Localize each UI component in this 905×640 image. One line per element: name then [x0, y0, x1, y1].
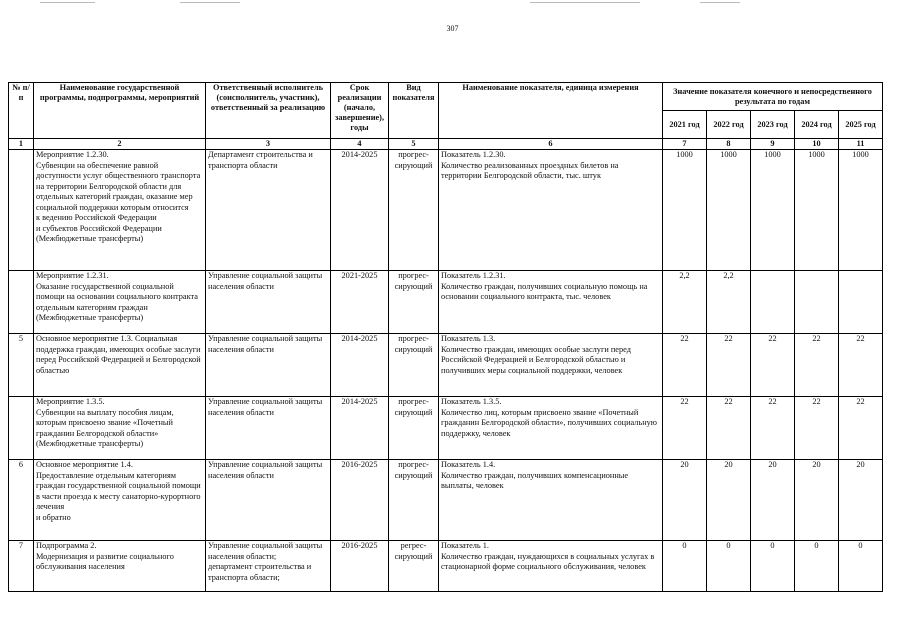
- header-indicator-name: Наименование показателя, единица измерения: [439, 83, 663, 139]
- top-edge-line: [700, 2, 740, 3]
- table-row: [9, 397, 883, 460]
- row-number: [9, 397, 34, 460]
- indicator-value: 22: [707, 334, 751, 397]
- column-number: 5: [389, 139, 439, 150]
- indicator-value: 2,2: [663, 271, 707, 334]
- table-row: [9, 150, 883, 271]
- top-edge-line: [180, 2, 240, 3]
- indicator-value: 22: [751, 334, 795, 397]
- indicator-value: 20: [751, 460, 795, 541]
- indicator-type: прогрес- сирующий: [389, 334, 439, 397]
- row-number: [9, 150, 34, 271]
- indicator-value: 22: [795, 334, 839, 397]
- column-number: 6: [439, 139, 663, 150]
- indicator-value: [751, 271, 795, 334]
- column-number: 4: [331, 139, 389, 150]
- row-number: [9, 271, 34, 334]
- table-row: [9, 271, 883, 334]
- column-number: 2: [34, 139, 206, 150]
- indicator-name: Показатель 1.2.31. Количество граждан, получивших социальную помощь на основании социального контракта, тыс. человек: [439, 271, 663, 334]
- responsible-executor: Управление социальной защиты населения области: [206, 460, 331, 541]
- header-term: Срок реализации (начало, завершение), годы: [331, 83, 389, 139]
- implementation-term: 2016-2025: [331, 460, 389, 541]
- responsible-executor: Управление социальной защиты населения области: [206, 334, 331, 397]
- indicator-value: 20: [707, 460, 751, 541]
- indicator-value: 0: [795, 541, 839, 592]
- column-number: 9: [751, 139, 795, 150]
- table-row: [9, 541, 883, 592]
- row-number: 5: [9, 334, 34, 397]
- column-number: 3: [206, 139, 331, 150]
- indicator-value: 1000: [707, 150, 751, 271]
- header-year: 2024 год: [795, 111, 839, 139]
- indicator-value: 1000: [751, 150, 795, 271]
- indicator-value: 0: [751, 541, 795, 592]
- header-year: 2023 год: [751, 111, 795, 139]
- implementation-term: 2014-2025: [331, 150, 389, 271]
- indicator-name: Показатель 1. Количество граждан, нуждающихся в социальных услугах в стационарной форме социального обслуживания, человек: [439, 541, 663, 592]
- indicator-type: прогрес- сирующий: [389, 460, 439, 541]
- implementation-term: 2021-2025: [331, 271, 389, 334]
- column-number: 10: [795, 139, 839, 150]
- header-year: 2025 год: [839, 111, 883, 139]
- activity-name: Мероприятие 1.2.30. Субвенции на обеспечение равной доступности услуг общественного транспорта на территории Белгородской области для отдельных категорий граждан, оказание мер социальной поддержки которым относится к ведению Российской Федерации и субъектов Российской Федерации (Межбюджетные трансферты): [34, 150, 206, 271]
- indicator-value: 0: [839, 541, 883, 592]
- indicator-name: Показатель 1.3. Количество граждан, имеющих особые заслуги перед Российской Федерацией и Белгородской областью и получивших меры социальной поддержки, человек: [439, 334, 663, 397]
- indicator-value: 2,2: [707, 271, 751, 334]
- column-number: 7: [663, 139, 707, 150]
- top-edge-line: [530, 2, 640, 3]
- implementation-term: 2016-2025: [331, 541, 389, 592]
- row-number: 7: [9, 541, 34, 592]
- activity-name: Мероприятие 1.3.5. Субвенции на выплату пособия лицам, которым присвоено звание «Почетный гражданин Белгородской области» (Межбюджетные трансферты): [34, 397, 206, 460]
- indicators-table: [8, 82, 883, 592]
- indicator-value: 22: [839, 334, 883, 397]
- responsible-executor: Департамент строительства и транспорта области: [206, 150, 331, 271]
- indicator-value: 0: [663, 541, 707, 592]
- indicator-value: 1000: [795, 150, 839, 271]
- implementation-term: 2014-2025: [331, 334, 389, 397]
- indicator-value: 1000: [663, 150, 707, 271]
- activity-name: Подпрограмма 2. Модернизация и развитие социального обслуживания населения: [34, 541, 206, 592]
- header-name: Наименование государственной программы, подпрограммы, мероприятий: [34, 83, 206, 139]
- top-edge-line: [40, 2, 95, 3]
- indicator-type: прогрес- сирующий: [389, 271, 439, 334]
- indicator-value: 22: [795, 397, 839, 460]
- indicator-value: 22: [663, 334, 707, 397]
- header-year: 2021 год: [663, 111, 707, 139]
- indicator-value: [795, 271, 839, 334]
- indicator-type: прогрес- сирующий: [389, 397, 439, 460]
- page-number: 307: [446, 24, 459, 33]
- indicator-value: 22: [663, 397, 707, 460]
- column-number: 1: [9, 139, 34, 150]
- header-indicator-type: Вид показателя: [389, 83, 439, 139]
- indicator-value: 20: [663, 460, 707, 541]
- column-number: 11: [839, 139, 883, 150]
- column-number: 8: [707, 139, 751, 150]
- indicator-value: 20: [839, 460, 883, 541]
- implementation-term: 2014-2025: [331, 397, 389, 460]
- header-year: 2022 год: [707, 111, 751, 139]
- column-numbers-row: [9, 139, 883, 150]
- indicator-value: 1000: [839, 150, 883, 271]
- activity-name: Основное мероприятие 1.4. Предоставление отдельным категориям граждан государственной социальной помощи в части проезда к месту санаторно-курортного лечения и обратно: [34, 460, 206, 541]
- responsible-executor: Управление социальной защиты населения области: [206, 397, 331, 460]
- header-row: [9, 83, 883, 111]
- indicator-name: Показатель 1.3.5. Количество лиц, которым присвоено звание «Почетный гражданин Белгородской области», получивших социальную поддержку, человек: [439, 397, 663, 460]
- indicator-value: 0: [707, 541, 751, 592]
- indicator-type: прогрес- сирующий: [389, 150, 439, 271]
- indicator-value: 22: [707, 397, 751, 460]
- indicator-type: регрес- сирующий: [389, 541, 439, 592]
- table-row: [9, 334, 883, 397]
- activity-name: Мероприятие 1.2.31. Оказание государственной социальной помощи на основании социального контракта отдельным категориям граждан (Межбюджетные трансферты): [34, 271, 206, 334]
- header-responsible: Ответственный исполнитель (соисполнитель, участник), ответственный за реализацию: [206, 83, 331, 139]
- header-values-group: Значение показателя конечного и непосредственного результата по годам: [663, 83, 883, 111]
- indicator-value: 22: [839, 397, 883, 460]
- table-row: [9, 460, 883, 541]
- row-number: 6: [9, 460, 34, 541]
- responsible-executor: Управление социальной защиты населения области: [206, 271, 331, 334]
- indicator-value: [839, 271, 883, 334]
- indicator-name: Показатель 1.4. Количество граждан, получивших компенсационные выплаты, человек: [439, 460, 663, 541]
- indicator-name: Показатель 1.2.30. Количество реализованных проездных билетов на территории Белгородской области, тыс. штук: [439, 150, 663, 271]
- responsible-executor: Управление социальной защиты населения области; департамент строительства и транспорта области;: [206, 541, 331, 592]
- indicator-value: 20: [795, 460, 839, 541]
- header-num: № п/п: [9, 83, 34, 139]
- indicator-value: 22: [751, 397, 795, 460]
- activity-name: Основное мероприятие 1.3. Социальная поддержка граждан, имеющих особые заслуги перед Российской Федерацией и Белгородской областью: [34, 334, 206, 397]
